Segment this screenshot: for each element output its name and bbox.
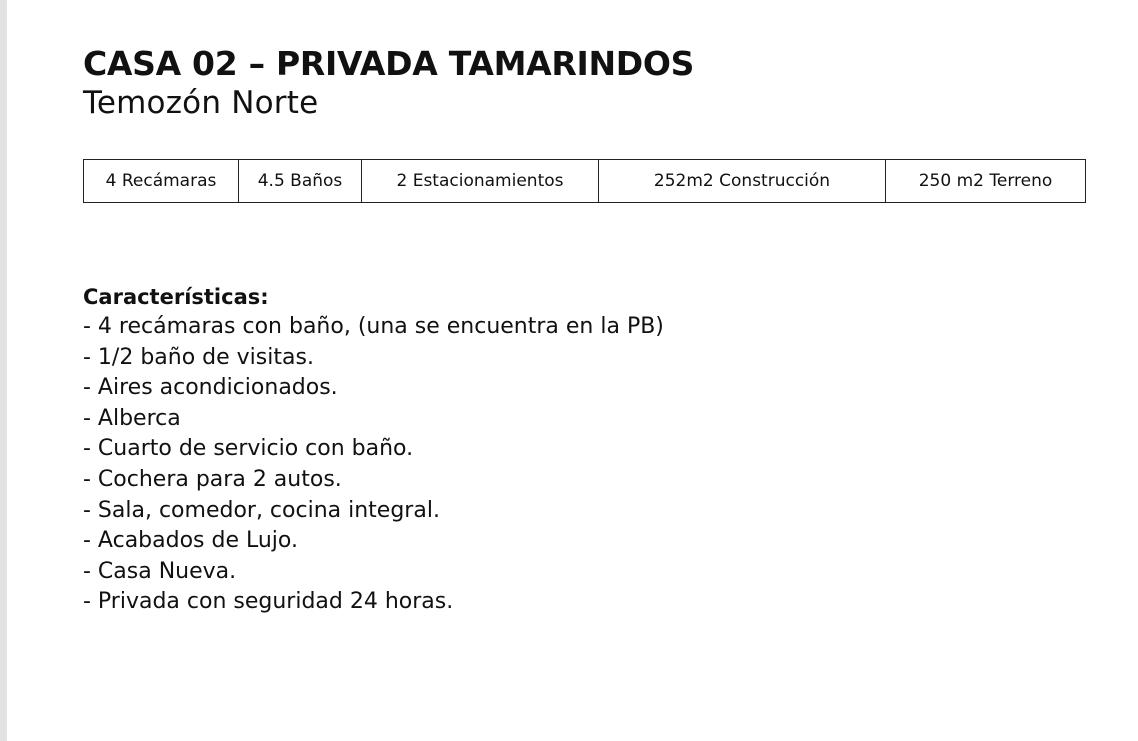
- specs-table: [83, 159, 1086, 203]
- feature-item: - Privada con seguridad 24 horas.: [83, 589, 454, 615]
- feature-item: - Casa Nueva.: [83, 558, 237, 584]
- spec-land-area: 250 m2 Terreno: [886, 160, 1086, 203]
- specs-row: [84, 160, 1086, 203]
- page-left-edge: [0, 0, 7, 741]
- spec-bedrooms: 4 Recámaras: [84, 160, 239, 203]
- feature-item: - Alberca: [83, 405, 181, 431]
- feature-item: - Sala, comedor, cocina integral.: [83, 497, 440, 523]
- feature-item: - 1/2 baño de visitas.: [83, 344, 314, 370]
- feature-item: - Cuarto de servicio con baño.: [83, 436, 414, 462]
- property-title: CASA 02 – PRIVADA TAMARINDOS: [83, 44, 695, 83]
- property-sheet: [83, 44, 1088, 615]
- feature-item: - Acabados de Lujo.: [83, 528, 298, 554]
- property-location: Temozón Norte: [83, 85, 319, 121]
- feature-item: - Cochera para 2 autos.: [83, 466, 342, 492]
- features-section: [83, 282, 983, 618]
- spec-bathrooms: 4.5 Baños: [239, 160, 362, 203]
- spec-construction-area: 252m2 Construcción: [599, 160, 886, 203]
- feature-item: - 4 recámaras con baño, (una se encuentra en la PB): [83, 314, 664, 339]
- spec-parking: 2 Estacionamientos: [362, 160, 599, 203]
- features-heading: Características:: [83, 285, 269, 309]
- features-list: [83, 312, 983, 618]
- feature-item: - Aires acondicionados.: [83, 375, 338, 401]
